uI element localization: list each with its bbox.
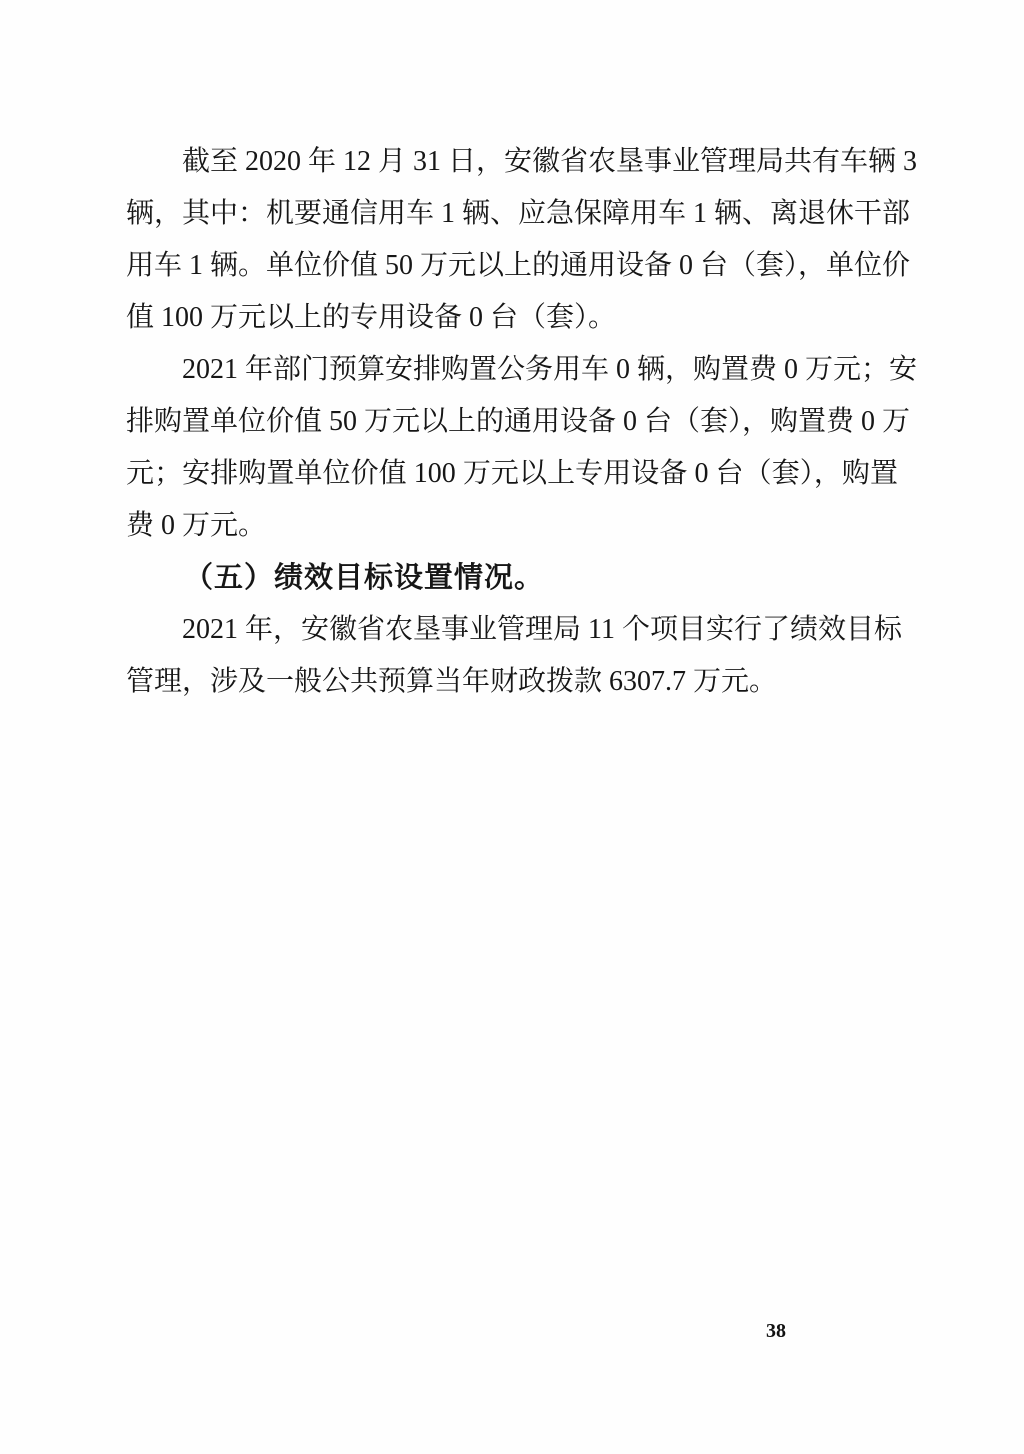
text-line: 管理，涉及一般公共预算当年财政拨款 6307.7 万元。 (126, 666, 778, 697)
text-line: 截至 2020 年 12 月 31 日，安徽省农垦事业管理局共有车辆 3 (182, 146, 918, 177)
paragraph-2021-budget-purchase-plan (126, 344, 918, 552)
text-line: 辆，其中：机要通信用车 1 辆、应急保障用车 1 辆、离退休干部 (126, 198, 911, 229)
text-line: 2021 年，安徽省农垦事业管理局 11 个项目实行了绩效目标 (182, 614, 902, 645)
text-line: 值 100 万元以上的专用设备 0 台（套）。 (126, 302, 617, 333)
paragraph-performance-target-summary (126, 604, 902, 708)
document-body (126, 136, 918, 708)
text-line: （五）绩效目标设置情况。 (184, 562, 545, 594)
text-line: 用车 1 辆。单位价值 50 万元以上的通用设备 0 台（套），单位价 (126, 250, 911, 281)
page-number: 38 (766, 1320, 786, 1342)
text-line: 费 0 万元。 (126, 510, 267, 541)
text-line: 2021 年部门预算安排购置公务用车 0 辆，购置费 0 万元；安 (182, 354, 918, 385)
paragraph-vehicles-and-equipment-status (126, 136, 918, 344)
text-line: 排购置单位价值 50 万元以上的通用设备 0 台（套），购置费 0 万 (126, 406, 911, 437)
text-line: 元；安排购置单位价值 100 万元以上专用设备 0 台（套），购置 (126, 458, 898, 489)
section-heading-performance-targets (126, 552, 898, 604)
